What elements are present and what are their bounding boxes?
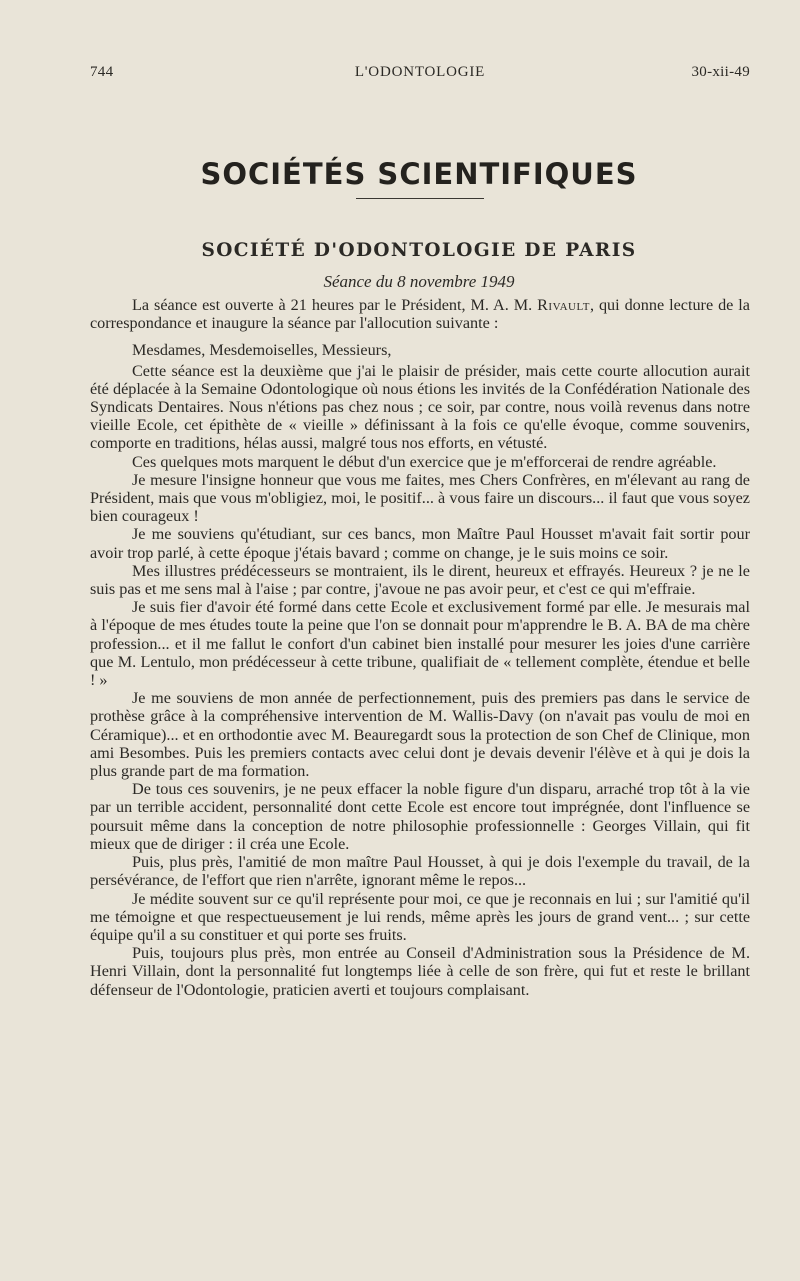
page-number: 744: [90, 64, 114, 80]
paragraph: Mes illustres prédécesseurs se montraient, ils le dirent, heureux et effrayés. Heureux ? je ne le suis pas et me sens mal à l'aise ; par contre, j'avoue ne pas avoir peur, et c'est ce qui m'effraie.: [90, 561, 750, 599]
salutation: Mesdames, Mesdemoiselles, Messieurs,: [132, 341, 392, 360]
paragraph: Puis, plus près, l'amitié de mon maître Paul Housset, à qui je dois l'exemple du travail, de la persévérance, de l'effort que rien n'arrête, ignorant même le repos...: [90, 853, 750, 890]
title-divider: [356, 198, 484, 199]
running-header: [90, 64, 750, 86]
paragraph: Cette séance est la deuxième que j'ai le plaisir de présider, mais cette courte allocution aurait été déplacée à la Semaine Odontologique où nous étions les invités de la Confédération Nationale des Syndicats Dentaires. Nous n'étions pas chez nous ; ce soir, par contre, nous voilà revenus dans notre vieille Ecole, cet épithète de « vieille » définissant à la fois ce qu'elle évoque, comme souvenirs, comporte en traditions, hélas aussi, malgré tous nos efforts, en vétusté.: [90, 361, 750, 453]
paragraph: Je me souviens qu'étudiant, sur ces bancs, mon Maître Paul Housset m'avait fait sortir pour avoir trop parlé, à cette époque j'étais bavard ; comme on change, je le suis moins ce soir.: [90, 525, 750, 562]
session-subtitle: Séance du 8 novembre 1949: [323, 272, 515, 291]
paragraph: Ces quelques mots marquent le début d'un exercice que je m'efforcerai de rendre agréable.: [132, 452, 717, 471]
paragraph: Puis, toujours plus près, mon entrée au Conseil d'Administration sous la Présidence de M. Henri Villain, dont la personnalité fut longtemps liée à celle de son frère, qui fut et reste le brillant défenseur de l'Odontologie, praticien averti et toujours complaisant.: [90, 944, 750, 999]
society-heading: SOCIÉTÉ D'ODONTOLOGIE DE PARIS: [201, 240, 637, 261]
article-body: [90, 296, 750, 999]
intro-paragraph: [90, 296, 750, 332]
intro-text-end: , qui donne lecture de la correspondance et inaugure la séance par l'allocution suivante :: [90, 296, 750, 333]
paragraph: Je mesure l'insigne honneur que vous me faites, mes Chers Confrères, en m'élevant au rang de Président, mais que vous m'obligiez, moi, le positif... à vous faire un discours... il faut que vous soyez bien courageux !: [90, 470, 750, 526]
paragraph: Je me souviens de mon année de perfectionnement, puis des premiers pas dans le service de prothèse grâce à la compréhensive intervention de M. Wallis-Davy (on n'avait pas voulu de moi en Céramique)... et en orthodontie avec M. Beauregardt sous la protection de son Chef de Clinique, mon ami Besombes. Puis les premiers contacts avec celui dont je devais devenir l'élève et à qui je dois la plus grande part de ma formation.: [90, 689, 750, 781]
section-title: SOCIÉTÉS SCIENTIFIQUES: [200, 157, 638, 191]
journal-title: L'ODONTOLOGIE: [354, 64, 486, 80]
intro-text-start: La séance est ouverte à 21 heures par le Président, M. A. M.: [132, 296, 538, 314]
paragraph: Je médite souvent sur ce qu'il représente pour moi, ce que je reconnais en lui ; sur l'amitié qu'il me témoigne et que respectueusement je lui rends, même après les jours de grand vent... ; sur cette équipe qu'il a su constituer et qui porte ses fruits.: [90, 889, 750, 944]
paragraph: De tous ces souvenirs, je ne peux effacer la noble figure d'un disparu, arraché trop tôt à la vie par un terrible accident, personnalité dont cette Ecole est encore tout imprégnée, dont l'influence se poursuit même dans la conception de notre philosophie professionnelle : Georges Villain, qui fit mieux que de diriger : il créa une Ecole.: [90, 780, 750, 853]
paragraph: Je suis fier d'avoir été formé dans cette Ecole et exclusivement formé par elle. Je mesurais mal à l'époque de mes études toute la peine que l'on se donnait pour m'apprendre le B. A. BA de ma chère profession... et il me fallut le confort d'un cabinet bien installé pour mesurer les joies d'une carrière que M. Lentulo, mon prédécesseur à cette tribune, qualifiait de « tellement complète, étendue et belle ! »: [90, 598, 750, 690]
issue-date: 30-xii-49: [691, 64, 750, 80]
president-name: Rivault: [537, 296, 590, 314]
